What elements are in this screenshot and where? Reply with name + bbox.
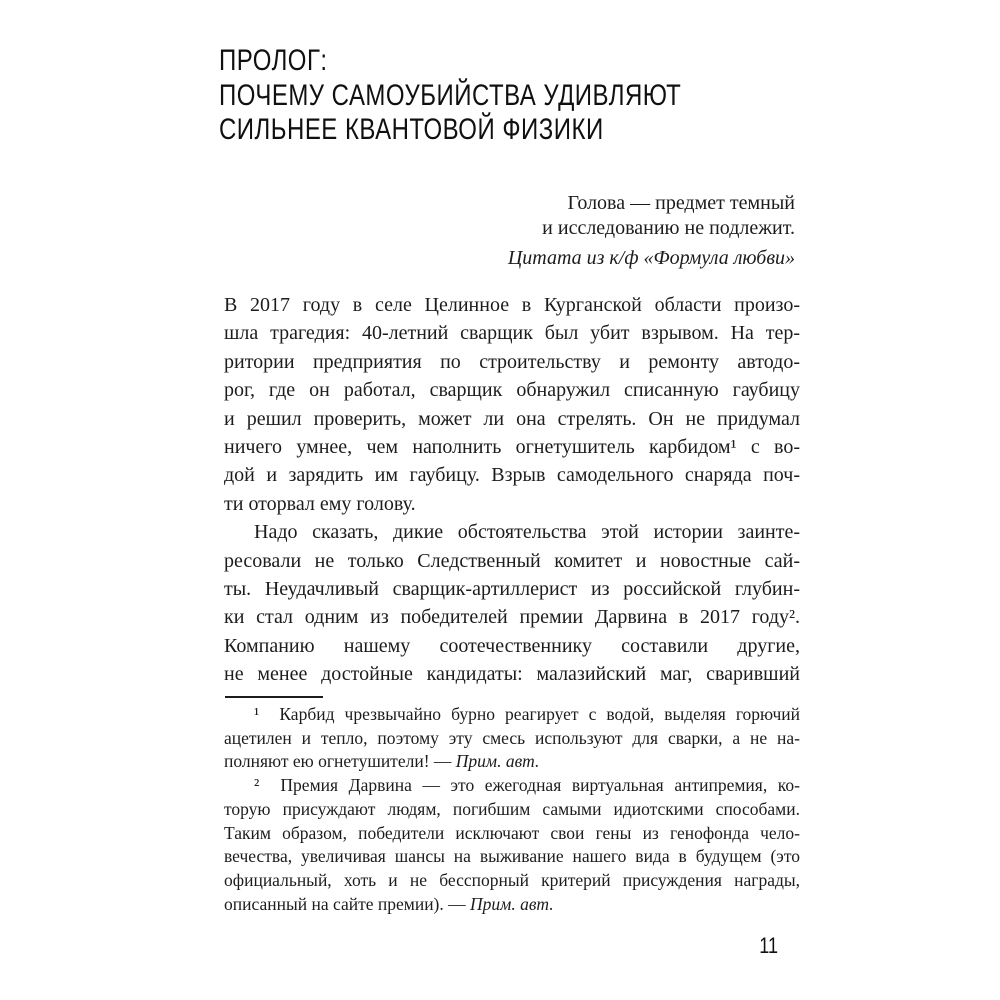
body-line: В 2017 году в селе Целинное в Курганской области произо-: [224, 294, 800, 316]
footnote-line: [224, 893, 800, 917]
body-line: ки стал одним из победителей премии Дарвина в 2017 году².: [224, 606, 800, 629]
body-line: рог, где он работал, сварщик обнаружил списанную гаубицу: [224, 379, 800, 402]
body-line: шла трагедия: 40-летний сварщик был убит взрывом. На тер-: [224, 322, 800, 345]
footnote-1: [224, 703, 800, 774]
paragraph-2: [224, 518, 800, 688]
body-line: и решил проверить, может ли она стрелять. Он не придумал: [224, 407, 800, 430]
footnote-line: вечества, увеличивая шансы на выживание нашего вида в будущем (это: [224, 846, 800, 867]
footnotes: [224, 703, 800, 916]
footnote-line: официальный, хоть и не бесспорный критерий присуждения награды,: [224, 869, 800, 890]
footnote-line: Таким образом, победители исключают свои гены из генофонда чело-: [224, 822, 800, 843]
chapter-title-line: СИЛЬНЕЕ КВАНТОВОЙ ФИЗИКИ: [219, 113, 604, 146]
footnote-line: ¹ Карбид чрезвычайно бурно реагирует с водой, выделяя горючий: [254, 704, 800, 724]
body-line: Надо сказать, дикие обстоятельства этой истории заинте-: [254, 521, 800, 544]
footnote-line: ² Премия Дарвина — это ежегодная виртуальная антипремия, ко-: [254, 775, 800, 796]
footnote-line: торую присуждают людям, погибшим самыми идиотскими способами.: [224, 798, 800, 819]
body-line: ти оторвал ему голову.: [224, 492, 416, 515]
chapter-title-line: ПОЧЕМУ САМОУБИЙСТВА УДИВЛЯЮТ: [219, 78, 682, 112]
epigraph: [508, 191, 795, 271]
author-note-label: Прим. авт.: [470, 893, 554, 914]
chapter-title-line: ПРОЛОГ:: [219, 44, 328, 77]
body-line: ничего умнее, чем наполнить огнетушитель карбидом¹ с во-: [224, 436, 800, 459]
epigraph-line: Голова — предмет темный: [567, 192, 795, 214]
footnote-line: ацетилен и тепло, поэтому эту смесь используют для сварки, а не на-: [224, 727, 800, 748]
body-line: ресовали не только Следственный комитет и новостные сай-: [224, 549, 800, 572]
epigraph-line: и исследованию не подлежит.: [542, 217, 795, 239]
body-line: ритории предприятия по строительству и ремонту автодо-: [224, 350, 800, 373]
body-line: дой и зарядить им гаубицу. Взрыв самодельного снаряда поч-: [224, 464, 800, 487]
body-text: [224, 291, 800, 689]
epigraph-source: Цитата из к/ф «Формула любви»: [507, 247, 795, 269]
body-line: Компанию нашему соотечественнику составили другие,: [224, 634, 800, 657]
paragraph-1: [224, 291, 800, 518]
body-line: ты. Неудачливый сварщик-артиллерист из российской глубин-: [224, 578, 800, 601]
footnote-divider: [225, 696, 323, 698]
body-line: не менее достойные кандидаты: малазийский маг, сваривший: [224, 663, 800, 686]
page-number: 11: [759, 933, 778, 958]
author-note-label: Прим. авт.: [455, 751, 540, 772]
footnote-2: [224, 774, 800, 916]
footnote-end-text: описанный на сайте премии). —: [224, 893, 471, 914]
chapter-title: [219, 44, 681, 148]
footnote-line: [224, 750, 800, 774]
footnote-end-text: полняют ею огнетушители! —: [224, 751, 456, 772]
